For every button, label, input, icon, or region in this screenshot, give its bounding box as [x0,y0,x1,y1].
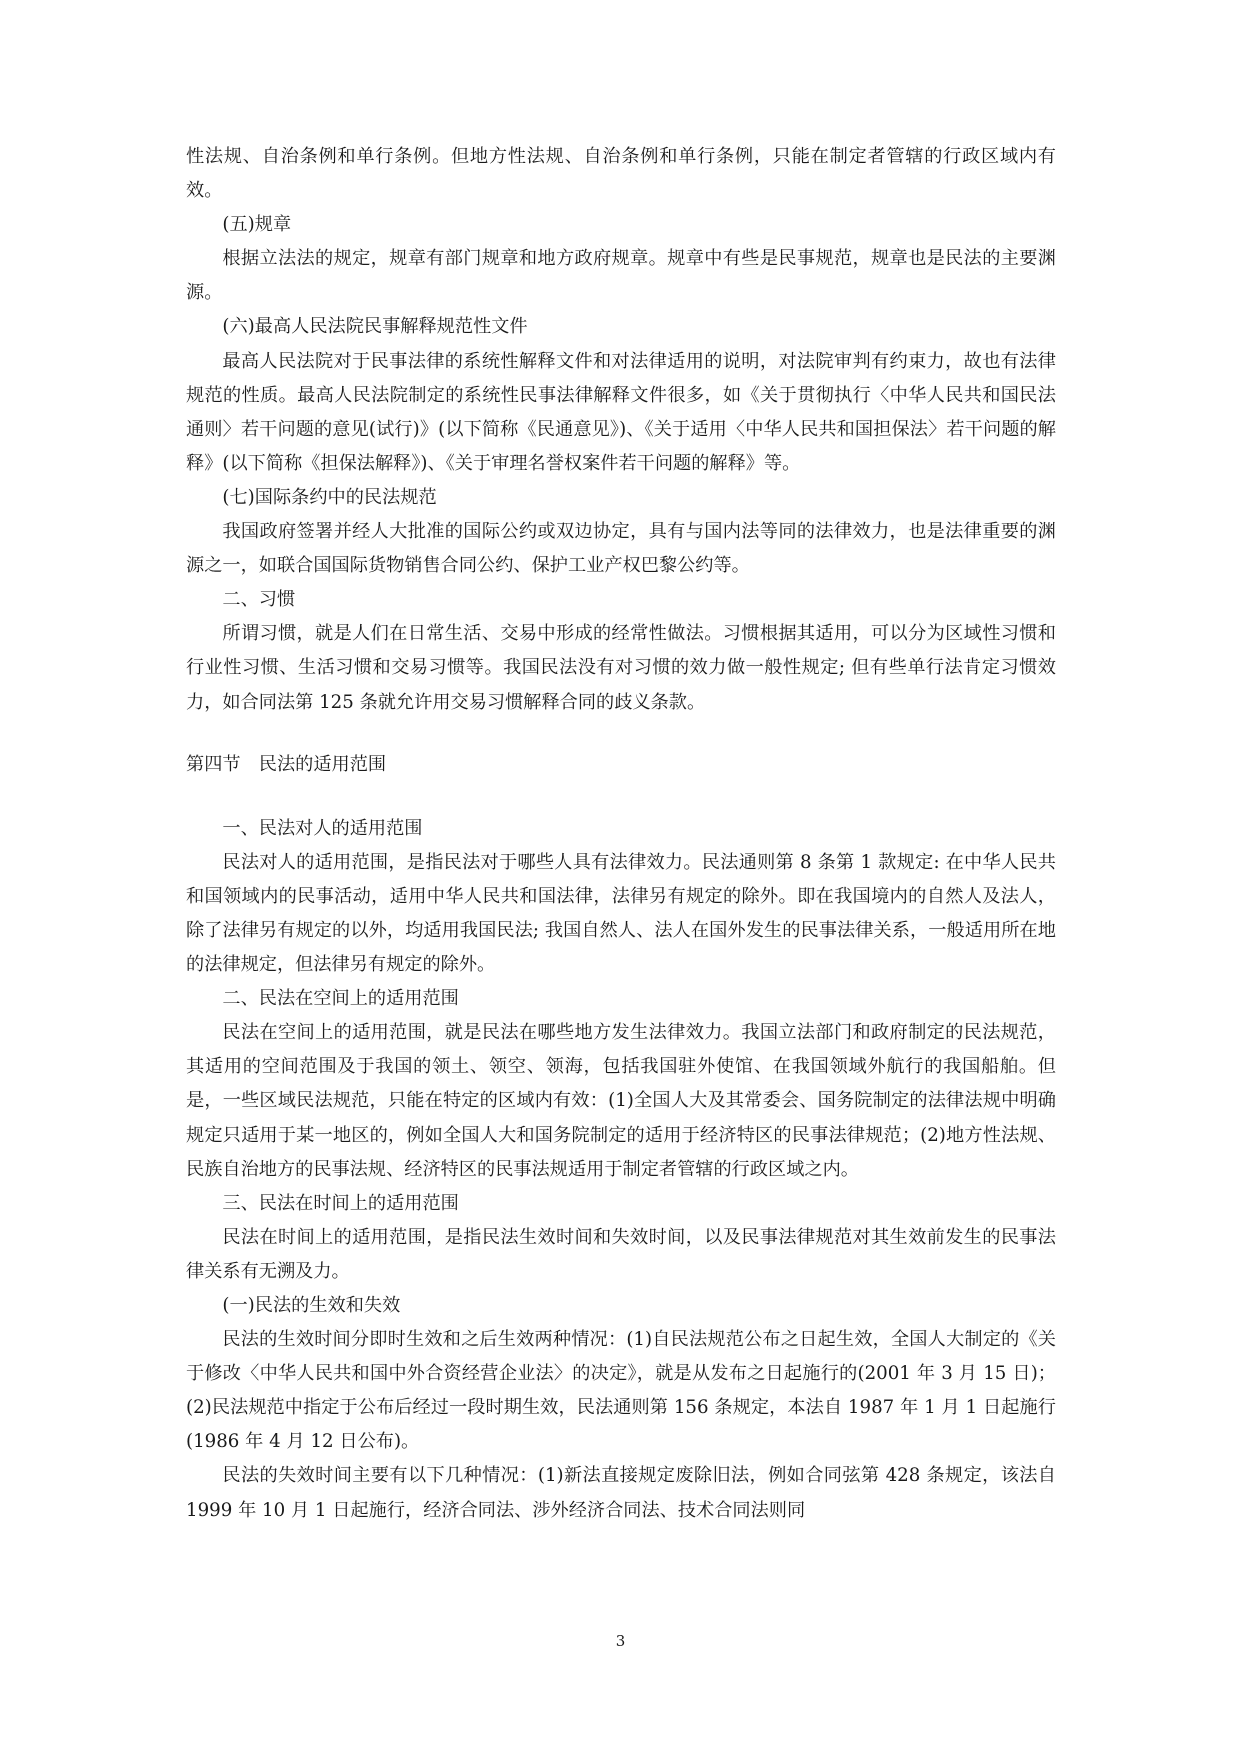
heading-effect-expiry: (一)民法的生效和失效 [222,1295,401,1316]
heading-scope-persons: 一、民法对人的适用范围 [222,817,423,839]
heading-international-treaties: (七)国际条约中的民法规范 [222,486,437,508]
para-continued-local-regulations: 性法规、自治条例和单行条例。但地方性法规、自治条例和单行条例，只能在制定者管辖的行政区域内有效。 [186,146,1056,202]
para-custom: 所谓习惯，就是人们在日常生活、交易中形成的经常性做法。习惯根据其适用，可以分为区域性习惯和行业性习惯、生活习惯和交易习惯等。我国民法没有对习惯的效力做一般性规定; 但有些单行法肯定习惯效力，如合同法第 125 条就允许用交易习惯解释合同的歧义条款。 [186,623,1056,713]
para-rules: 根据立法法的规定，规章有部门规章和地方政府规章。规章中有些是民事规范，规章也是民法的主要渊源。 [186,248,1056,304]
heading-custom: 二、习惯 [222,589,296,611]
heading-rules: (五)规章 [222,214,292,236]
heading-scope-time: 三、民法在时间上的适用范围 [222,1192,459,1214]
section-title-scope: 第四节 民法的适用范围 [186,753,387,775]
heading-judicial-interpretations: (六)最高人民法院民事解释规范性文件 [222,316,528,338]
para-expiry-time: 民法的失效时间主要有以下几种情况：(1)新法直接规定废除旧法，例如合同弦第 428 条规定，该法自 1999 年 10 月 1 日起施行，经济合同法、涉外经济合同法、技术合同法则同 [186,1465,1056,1521]
para-scope-space: 民法在空间上的适用范围，就是民法在哪些地方发生法律效力。我国立法部门和政府制定的民法规范，其适用的空间范围及于我国的领土、领空、领海，包括我国驻外使馆、在我国领域外航行的我国船舶。但是，一些区域民法规范，只能在特定的区域内有效：(1)全国人大及其常委会、国务院制定的法律法规中明确规定只适用于某一地区的，例如全国人大和国务院制定的适用于经济特区的民事法律规范；(2)地方性法规、民族自治地方的民事法规、经济特区的民事法规适用于制定者管辖的行政区域之内。 [186,1022,1056,1180]
heading-scope-space: 二、民法在空间上的适用范围 [222,988,459,1010]
para-effective-time: 民法的生效时间分即时生效和之后生效两种情况：(1)自民法规范公布之日起生效，全国人大制定的《关于修改〈中华人民共和国中外合资经营企业法〉的决定》，就是从发布之日起施行的(2001 年 3 月 15 日)；(2)民法规范中指定于公布后经过一段时期生效，民法通则第 156 条规定，本法自 1987 年 1 月 1 日起施行(1986 年 4 月 12 日公布)。 [186,1329,1056,1453]
para-scope-persons: 民法对人的适用范围，是指民法对于哪些人具有法律效力。民法通则第 8 条第 1 款规定: 在中华人民共和国领域内的民事活动，适用中华人民共和国法律，法律另有规定的除外。即在我国境内的自然人及法人，除了法律另有规定的以外，均适用我国民法; 我国自然人、法人在国外发生的民事法律关系，一般适用所在地的法律规定，但法律另有规定的除外。 [186,851,1056,976]
para-judicial-interpretations: 最高人民法院对于民事法律的系统性解释文件和对法律适用的说明，对法院审判有约束力，故也有法律规范的性质。最高人民法院制定的系统性民事法律解释文件很多，如《关于贯彻执行〈中华人民共和国民法通则〉若干问题的意见(试行)》(以下简称《民通意见》)、《关于适用〈中华人民共和国担保法〉若干问题的解释》(以下简称《担保法解释》)、《关于审理名誉权案件若干问题的解释》等。 [186,350,1056,474]
page-number: 3 [615,1632,626,1650]
para-international-treaties: 我国政府签署并经人大批准的国际公约或双边协定，具有与国内法等同的法律效力，也是法律重要的渊源之一，如联合国国际货物销售合同公约、保护工业产权巴黎公约等。 [186,521,1056,577]
document-body [186,140,1056,1528]
para-scope-time: 民法在时间上的适用范围，是指民法生效时间和失效时间，以及民事法律规范对其生效前发生的民事法律关系有无溯及力。 [186,1226,1056,1282]
